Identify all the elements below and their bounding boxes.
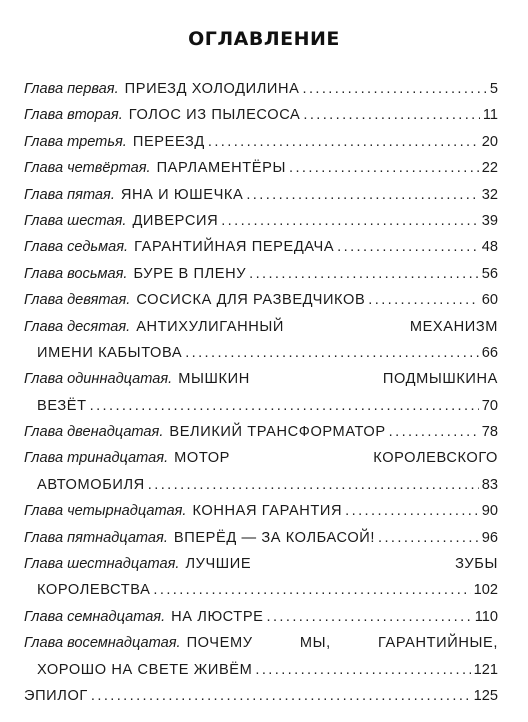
title-word: МЫШКИН xyxy=(178,371,250,388)
page-number: 32 xyxy=(481,186,498,203)
toc-entry xyxy=(24,261,498,287)
toc-entry xyxy=(24,445,498,498)
toc-entry xyxy=(24,525,498,551)
toc-line xyxy=(24,129,498,155)
chapter-label: Глава первая. xyxy=(24,81,119,97)
toc-line xyxy=(24,76,498,102)
title-word: КОРОЛЕВСКОГО xyxy=(373,450,498,467)
chapter-title: ВПЕРЁД — ЗА КОЛБАСОЙ! xyxy=(173,529,376,546)
chapter-label: Глава восемнадцатая. xyxy=(24,635,181,652)
toc-line xyxy=(24,287,498,313)
toc-line xyxy=(24,182,498,208)
toc-line xyxy=(24,445,498,471)
dot-leader xyxy=(303,102,479,128)
toc-entry xyxy=(24,208,498,234)
toc-entry xyxy=(24,129,498,155)
toc-entry xyxy=(24,287,498,313)
chapter-title: ДИВЕРСИЯ xyxy=(132,212,219,229)
chapter-title: ПЕРЕЕЗД xyxy=(132,133,205,150)
toc-line xyxy=(24,472,498,498)
toc-line xyxy=(24,102,498,128)
page-number: 22 xyxy=(481,160,498,177)
chapter-label: Глава девятая. xyxy=(24,292,131,309)
chapter-label: Глава четырнадцатая. xyxy=(24,503,187,520)
toc-line xyxy=(24,525,498,551)
toc-entry xyxy=(24,234,498,260)
chapter-title xyxy=(136,314,498,340)
toc-line xyxy=(24,657,498,683)
dot-leader xyxy=(368,287,478,313)
chapter-title: ХОРОШО НА СВЕТЕ ЖИВЁМ xyxy=(37,661,253,678)
chapter-title: КОННАЯ ГАРАНТИЯ xyxy=(192,503,343,520)
title-word: ПОЧЕМУ xyxy=(186,635,253,652)
dot-leader xyxy=(148,472,479,498)
dot-leader xyxy=(249,261,479,287)
chapter-title: НА ЛЮСТРЕ xyxy=(171,608,264,625)
dot-leader xyxy=(337,234,479,260)
toc-line xyxy=(24,340,498,366)
toc-entry xyxy=(24,498,498,524)
toc-line xyxy=(24,419,498,445)
chapter-label: Глава тринадцатая. xyxy=(24,450,169,467)
chapter-label: Глава семнадцатая. xyxy=(24,608,166,625)
page-number: 96 xyxy=(481,529,498,546)
chapter-title: СОСИСКА ДЛЯ РАЗВЕДЧИКОВ xyxy=(136,292,366,309)
page-number: 56 xyxy=(481,265,498,282)
chapter-title xyxy=(178,366,498,392)
dot-leader xyxy=(221,208,479,234)
page-title: ОГЛАВЛЕНИЕ xyxy=(188,28,340,50)
chapter-title: ЭПИЛОГ xyxy=(24,687,88,704)
toc-entry xyxy=(24,102,498,128)
chapter-label: Глава седьмая. xyxy=(24,239,129,256)
toc-line xyxy=(24,551,498,577)
chapter-title: ЯНА И ЮШЕЧКА xyxy=(120,186,244,203)
toc-line xyxy=(24,155,498,181)
title-word: МЕХАНИЗМ xyxy=(409,318,498,335)
page-number: 125 xyxy=(473,687,498,704)
chapter-label: Глава двенадцатая. xyxy=(24,424,164,441)
title-word: АНТИХУЛИГАННЫЙ xyxy=(136,318,284,335)
dot-leader xyxy=(246,182,478,208)
dot-leader xyxy=(90,393,479,419)
page-number: 78 xyxy=(481,424,498,441)
dot-leader xyxy=(289,155,479,181)
chapter-title: ПАРЛАМЕНТЁРЫ xyxy=(156,160,286,177)
toc-entry xyxy=(24,182,498,208)
page-number: 70 xyxy=(481,397,498,414)
page-number: 83 xyxy=(481,476,498,493)
toc-list xyxy=(24,76,498,709)
chapter-title: АВТОМОБИЛЯ xyxy=(37,476,145,493)
toc-entry xyxy=(24,155,498,181)
toc-line xyxy=(24,630,498,656)
chapter-label: Глава пятнадцатая. xyxy=(24,529,168,546)
page-number: 102 xyxy=(473,582,498,599)
dot-leader xyxy=(208,129,479,155)
title-word: ПОДМЫШКИНА xyxy=(382,371,498,388)
dot-leader xyxy=(378,525,479,551)
dot-leader xyxy=(345,498,479,524)
toc-entry xyxy=(24,551,498,604)
chapter-title: ИМЕНИ КАБЫТОВА xyxy=(37,344,183,361)
title-word: ГАРАНТИЙНЫЕ, xyxy=(377,635,498,652)
chapter-label: Глава шестнадцатая. xyxy=(24,556,180,573)
page-number: 60 xyxy=(481,292,498,309)
chapter-title: ВЕЗЁТ xyxy=(37,397,87,414)
dot-leader xyxy=(185,340,479,366)
chapter-title: ПРИЕЗД ХОЛОДИЛИНА xyxy=(124,81,300,97)
page-number: 66 xyxy=(481,344,498,361)
dot-leader xyxy=(91,683,471,709)
dot-leader xyxy=(255,657,470,683)
toc-entry xyxy=(24,366,498,419)
toc-entry xyxy=(24,683,498,709)
toc-entry xyxy=(24,419,498,445)
chapter-label: Глава одиннадцатая. xyxy=(24,371,173,388)
chapter-title: ГАРАНТИЙНАЯ ПЕРЕДАЧА xyxy=(134,239,335,256)
title-word: ЛУЧШИЕ xyxy=(185,556,252,573)
chapter-title: КОРОЛЕВСТВА xyxy=(37,582,151,599)
chapter-label: Глава десятая. xyxy=(24,318,131,335)
chapter-title: БУРЕ В ПЛЕНУ xyxy=(133,265,247,282)
chapter-label: Глава третья. xyxy=(24,133,127,150)
chapter-label: Глава восьмая. xyxy=(24,265,128,282)
toc-line xyxy=(24,393,498,419)
chapter-label: Глава четвёртая. xyxy=(24,160,151,177)
page-number: 5 xyxy=(489,81,498,97)
toc-line xyxy=(24,261,498,287)
toc-line xyxy=(24,683,498,709)
dot-leader xyxy=(389,419,479,445)
dot-leader xyxy=(302,76,486,102)
toc-line xyxy=(24,577,498,603)
page-number: 90 xyxy=(481,503,498,520)
page-number: 110 xyxy=(474,608,498,625)
toc-line xyxy=(24,208,498,234)
title-word: ЗУБЫ xyxy=(455,556,498,573)
page-number: 20 xyxy=(481,133,498,150)
dot-leader xyxy=(267,604,472,630)
dot-leader xyxy=(153,577,470,603)
chapter-title: ВЕЛИКИЙ ТРАНСФОРМАТОР xyxy=(169,424,386,441)
toc-entry xyxy=(24,630,498,683)
toc-entry xyxy=(24,314,498,367)
page-number: 48 xyxy=(481,239,498,256)
chapter-title: ГОЛОС ИЗ ПЫЛЕСОСА xyxy=(128,107,301,124)
chapter-label: Глава шестая. xyxy=(24,212,127,229)
toc-entry xyxy=(24,76,498,102)
page-number: 121 xyxy=(473,661,498,678)
toc-line xyxy=(24,604,498,630)
chapter-title xyxy=(174,445,498,471)
toc-line xyxy=(24,366,498,392)
chapter-title xyxy=(187,630,498,656)
toc-entry xyxy=(24,604,498,630)
title-word: МЫ, xyxy=(299,635,331,652)
chapter-label: Глава пятая. xyxy=(24,186,115,203)
title-word: МОТОР xyxy=(174,450,230,467)
toc-line xyxy=(24,314,498,340)
chapter-title xyxy=(185,551,498,577)
page-number: 11 xyxy=(482,107,498,124)
toc-line xyxy=(24,234,498,260)
toc-line xyxy=(24,498,498,524)
page-number: 39 xyxy=(481,212,498,229)
chapter-label: Глава вторая. xyxy=(24,107,123,124)
